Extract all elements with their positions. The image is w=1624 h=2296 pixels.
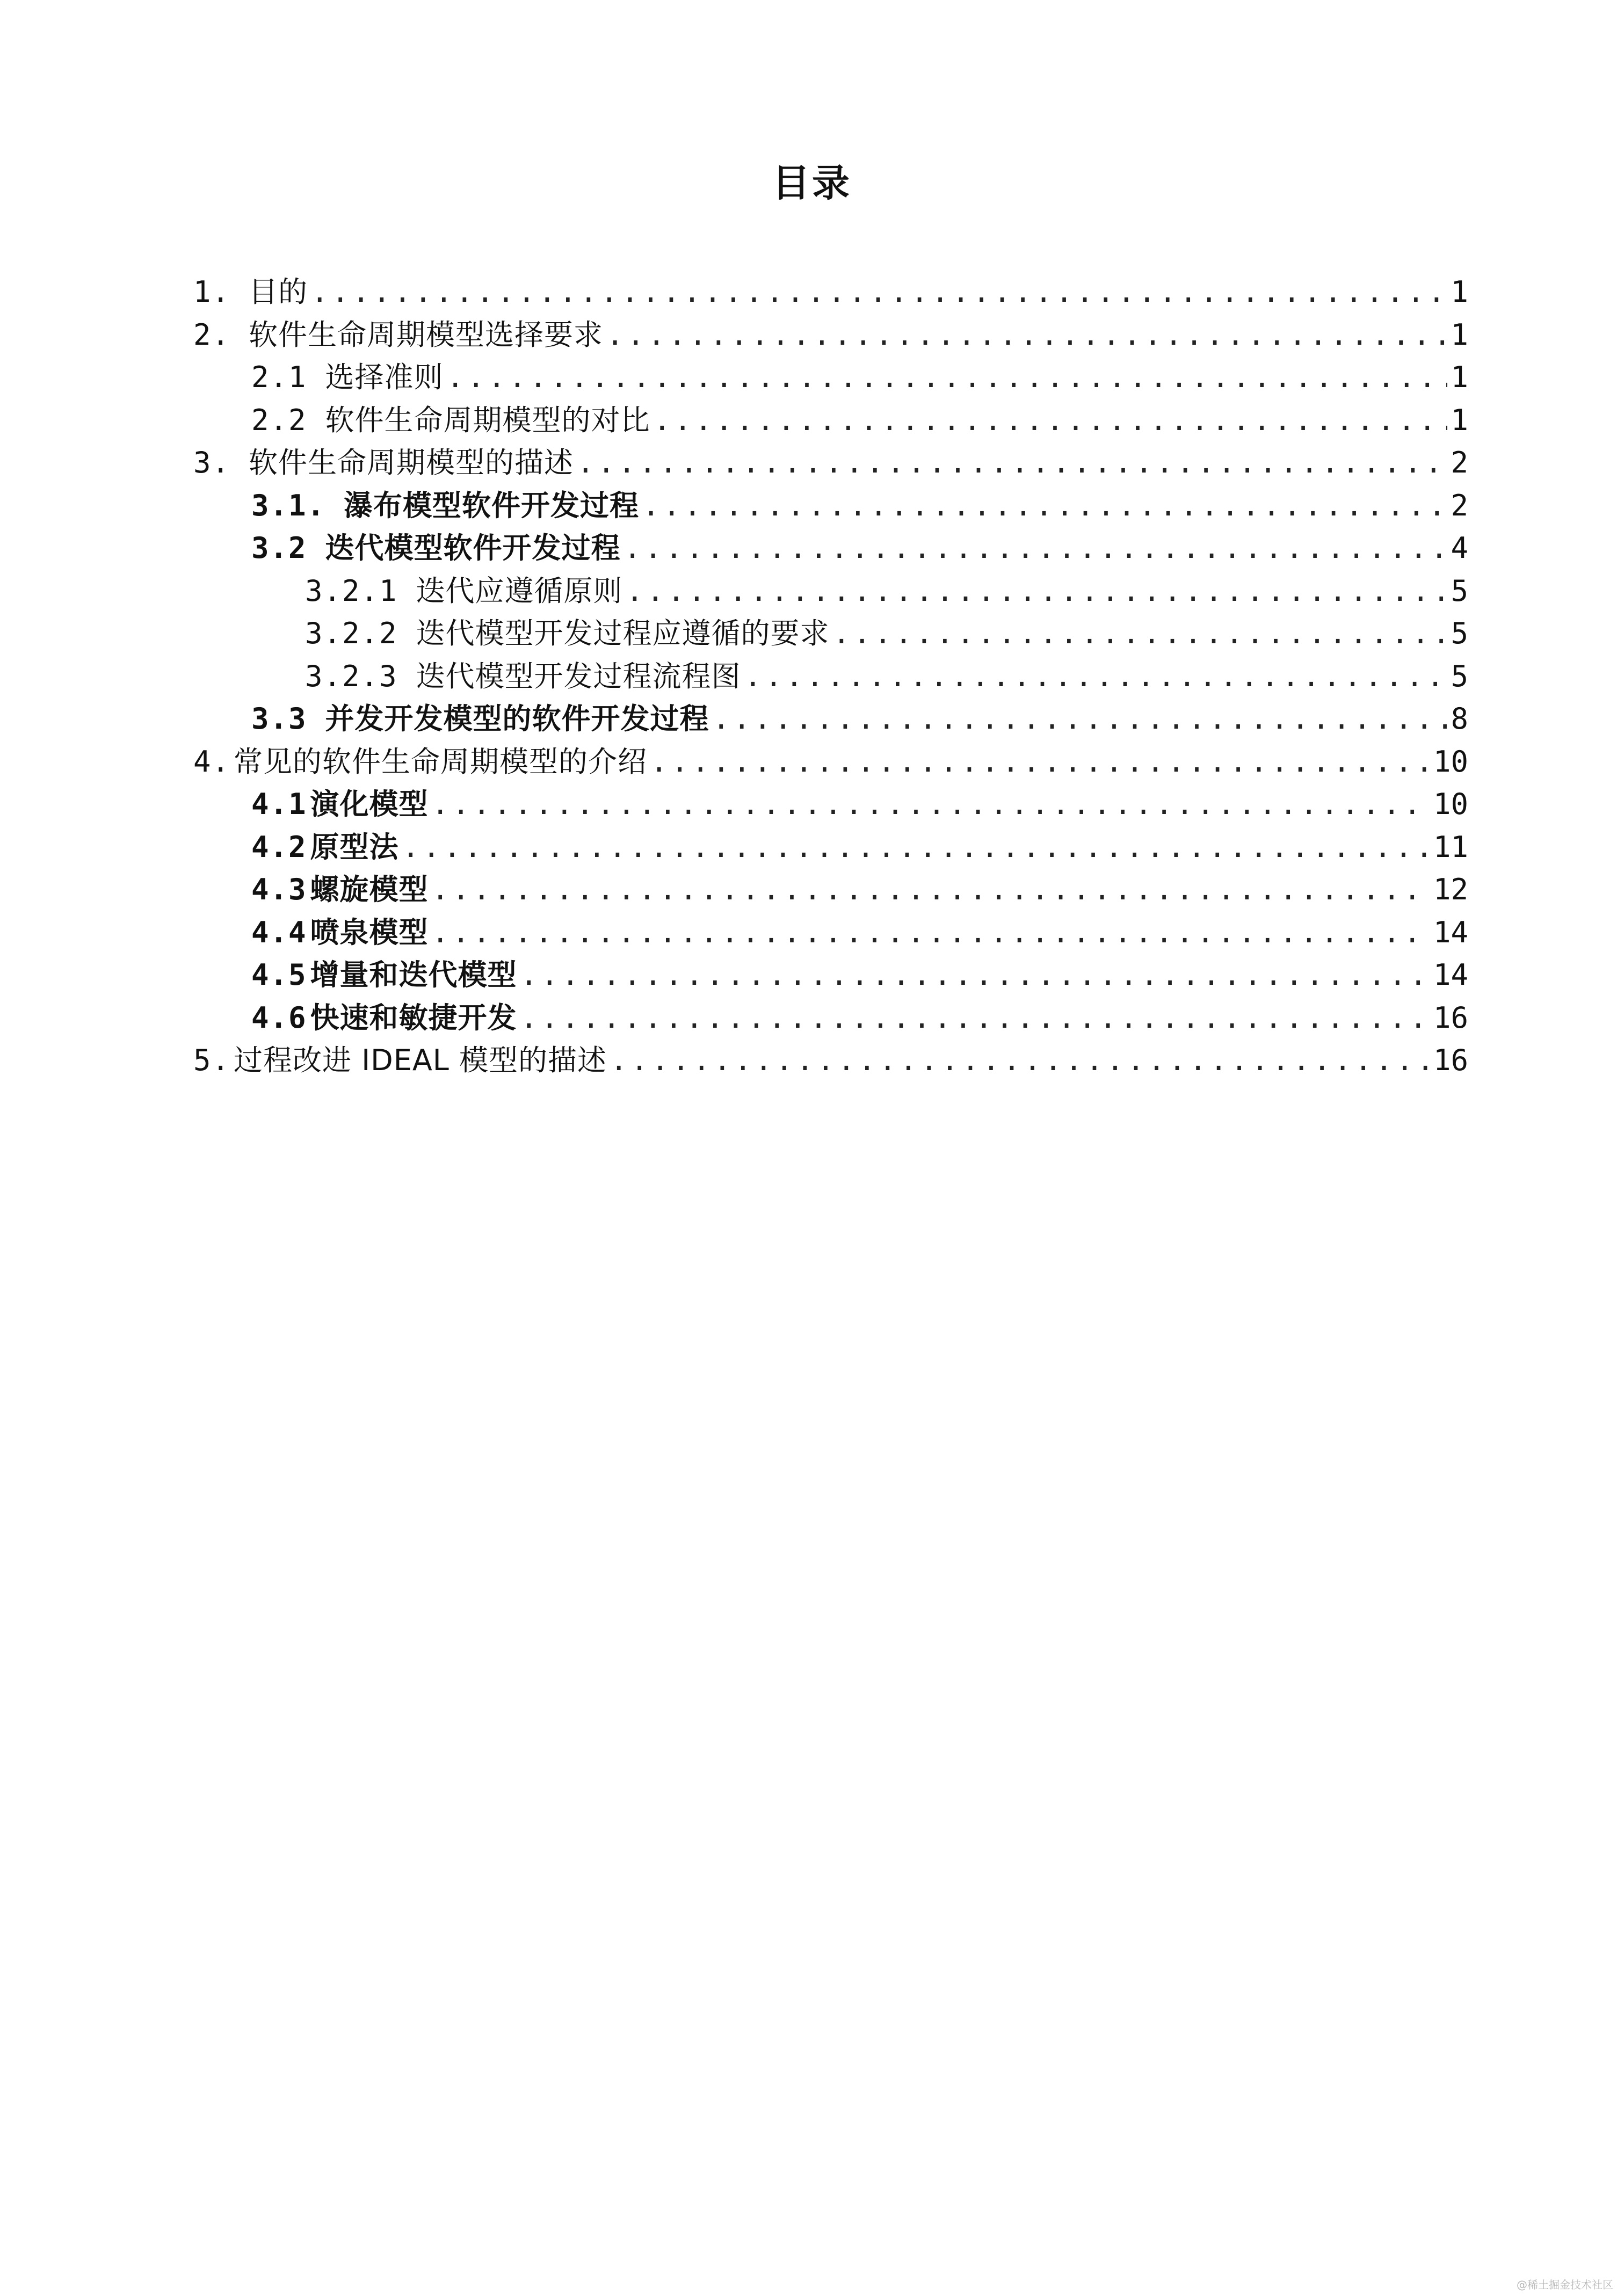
- toc-entry-number: 2.1: [251, 360, 307, 394]
- toc-entry-page: 14: [1433, 958, 1468, 992]
- toc-entry-number: 3.: [193, 446, 231, 479]
- toc-entry-page: 1: [1451, 275, 1468, 309]
- toc-entry-number: 3.1.: [251, 488, 326, 522]
- toc-entry[interactable]: [193, 697, 1468, 740]
- toc-entry-page: 1: [1451, 403, 1468, 437]
- toc-entry-title: 迭代模型软件开发过程: [325, 531, 621, 565]
- dot-leader: [744, 655, 1448, 698]
- dot-leader: [610, 1039, 1430, 1082]
- dot-leader: [432, 911, 1430, 954]
- toc-entry[interactable]: [193, 740, 1468, 783]
- toc-entry-title: 原型法: [310, 830, 399, 864]
- toc-entry-number: 3.2.3: [305, 659, 398, 693]
- toc-entry-title: 迭代模型开发过程应遵循的要求: [416, 616, 830, 650]
- dot-leader: [642, 484, 1447, 527]
- toc-entry-title: 螺旋模型: [310, 873, 429, 906]
- watermark: @稀土掘金技术社区: [1517, 2278, 1613, 2291]
- dot-leader: [432, 783, 1430, 826]
- toc-entry[interactable]: [193, 484, 1468, 527]
- toc-entry-title: 迭代模型开发过程流程图: [416, 659, 741, 693]
- dot-leader: [520, 997, 1430, 1040]
- toc-entry-number: 4.4: [251, 915, 307, 949]
- toc-entry[interactable]: [193, 826, 1468, 869]
- toc-entry-title: 软件生命周期模型的描述: [249, 446, 574, 479]
- dot-leader: [402, 826, 1430, 869]
- toc-entry-number: 5.: [193, 1043, 231, 1077]
- table-of-contents: [193, 271, 1468, 1082]
- toc-entry-page: 5: [1451, 659, 1468, 693]
- toc-entry-page: 1: [1451, 360, 1468, 394]
- toc-entry-title: 并发开发模型的软件开发过程: [325, 702, 709, 736]
- toc-entry[interactable]: [193, 997, 1468, 1040]
- toc-entry-title: 瀑布模型软件开发过程: [344, 488, 640, 522]
- toc-entry-title: 快速和敏捷开发: [310, 1000, 517, 1035]
- toc-entry-number: 4.2: [251, 830, 307, 864]
- toc-entry[interactable]: [193, 314, 1468, 357]
- toc-entry-number: 3.2: [251, 531, 307, 565]
- toc-entry[interactable]: [193, 570, 1468, 613]
- toc-entry-title: 迭代应遵循原则: [416, 573, 623, 608]
- toc-entry-number: 4.6: [251, 1000, 307, 1035]
- toc-entry[interactable]: [193, 868, 1468, 911]
- toc-entry-page: 8: [1451, 702, 1468, 736]
- toc-entry-title: 目的: [249, 275, 308, 309]
- toc-entry[interactable]: [193, 783, 1468, 826]
- toc-entry-number: 3.3: [251, 702, 307, 736]
- toc-entry[interactable]: [193, 1039, 1468, 1082]
- toc-entry-title: 演化模型: [310, 787, 429, 821]
- toc-entry-page: 1: [1451, 317, 1468, 352]
- dot-leader: [626, 570, 1448, 613]
- toc-entry-page: 16: [1433, 1043, 1468, 1077]
- toc-entry-page: 12: [1433, 873, 1468, 906]
- toc-entry-title: 软件生命周期模型选择要求: [249, 317, 604, 352]
- toc-entry[interactable]: [193, 356, 1468, 399]
- toc-entry-title: 喷泉模型: [310, 915, 429, 949]
- toc-entry-title: 选择准则: [325, 360, 444, 394]
- dot-leader: [447, 356, 1448, 399]
- dot-leader: [606, 314, 1447, 357]
- toc-entry-page: 11: [1433, 830, 1468, 864]
- toc-entry-number: 3.2.2: [305, 616, 398, 650]
- toc-entry-page: 2: [1451, 446, 1468, 479]
- toc-entry[interactable]: [193, 271, 1468, 314]
- toc-entry[interactable]: [193, 911, 1468, 954]
- toc-entry-page: 14: [1433, 915, 1468, 949]
- toc-entry-number: 4.3: [251, 873, 307, 906]
- toc-entry[interactable]: [193, 399, 1468, 442]
- toc-entry-number: 2.2: [251, 403, 307, 437]
- dot-leader: [713, 697, 1448, 740]
- toc-entry-page: 5: [1451, 616, 1468, 650]
- toc-entry-page: 10: [1433, 787, 1468, 821]
- toc-entry-number: 4.1: [251, 787, 307, 821]
- toc-entry-page: 5: [1451, 573, 1468, 608]
- dot-leader: [311, 271, 1447, 314]
- dot-leader: [654, 399, 1448, 442]
- toc-entry-title: 软件生命周期模型的对比: [325, 403, 650, 437]
- toc-entry[interactable]: [193, 954, 1468, 997]
- dot-leader: [650, 740, 1430, 783]
- toc-entry-number: 4.5: [251, 958, 307, 992]
- toc-entry-page: 4: [1451, 531, 1468, 565]
- dot-leader: [577, 441, 1447, 484]
- toc-title: 目录: [772, 161, 852, 205]
- toc-entry[interactable]: [193, 655, 1468, 698]
- toc-entry-page: 10: [1433, 744, 1468, 779]
- toc-entry-number: 1.: [193, 275, 231, 309]
- toc-entry-number: 3.2.1: [305, 573, 398, 608]
- toc-entry-page: 16: [1433, 1000, 1468, 1035]
- toc-entry-page: 2: [1451, 488, 1468, 522]
- toc-entry-number: 4.: [193, 744, 231, 779]
- toc-entry-title: 增量和迭代模型: [310, 958, 517, 992]
- toc-entry-title: 常见的软件生命周期模型的介绍: [234, 744, 648, 779]
- toc-entry-number: 2.: [193, 317, 231, 352]
- dot-leader: [432, 868, 1430, 911]
- toc-entry[interactable]: [193, 441, 1468, 484]
- dot-leader: [833, 612, 1448, 655]
- dot-leader: [520, 954, 1430, 997]
- toc-entry[interactable]: [193, 527, 1468, 570]
- toc-entry-title: 过程改进 IDEAL 模型的描述: [234, 1043, 607, 1077]
- dot-leader: [624, 527, 1448, 570]
- toc-entry[interactable]: [193, 612, 1468, 655]
